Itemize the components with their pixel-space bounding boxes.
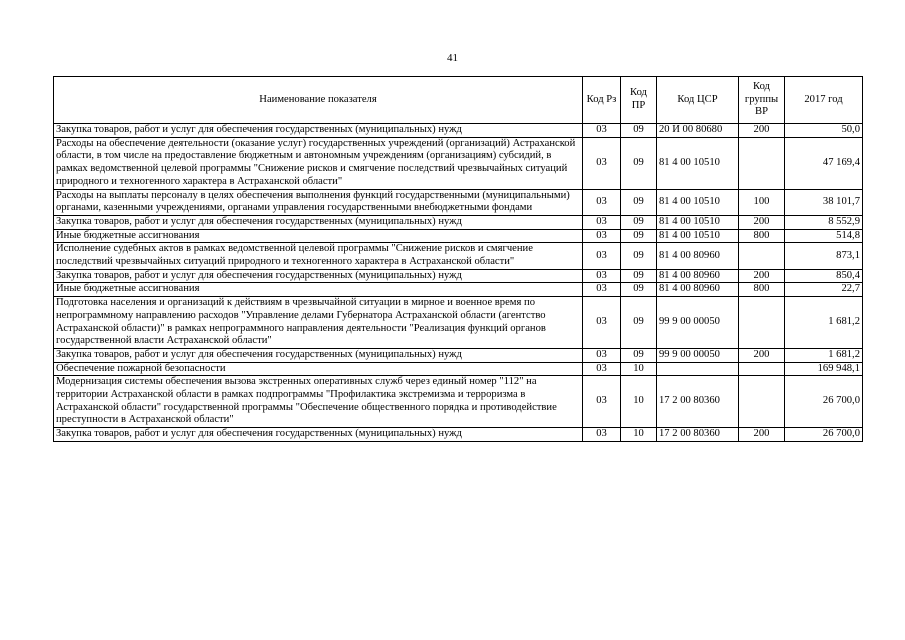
row-csr: 17 2 00 80360 xyxy=(657,428,739,442)
row-name: Закупка товаров, работ и услуг для обеспечения государственных (муниципальных) нужд xyxy=(54,215,583,229)
row-vr: 200 xyxy=(739,348,785,362)
row-name: Закупка товаров, работ и услуг для обеспечения государственных (муниципальных) нужд xyxy=(54,269,583,283)
row-vr xyxy=(739,137,785,189)
row-amount: 1 681,2 xyxy=(785,348,863,362)
budget-table xyxy=(53,76,863,442)
row-rz: 03 xyxy=(583,376,621,428)
header-pr: Код ПР xyxy=(621,77,657,124)
row-csr: 81 4 00 80960 xyxy=(657,269,739,283)
row-rz: 03 xyxy=(583,137,621,189)
table-header-row xyxy=(54,77,863,124)
row-pr: 09 xyxy=(621,243,657,269)
row-rz: 03 xyxy=(583,215,621,229)
row-pr: 09 xyxy=(621,229,657,243)
row-csr: 81 4 00 10510 xyxy=(657,229,739,243)
row-vr: 200 xyxy=(739,428,785,442)
row-csr: 99 9 00 00050 xyxy=(657,297,739,349)
row-amount: 50,0 xyxy=(785,124,863,138)
row-amount: 26 700,0 xyxy=(785,376,863,428)
row-amount: 169 948,1 xyxy=(785,362,863,376)
row-vr xyxy=(739,297,785,349)
header-year: 2017 год xyxy=(785,77,863,124)
row-name: Обеспечение пожарной безопасности xyxy=(54,362,583,376)
row-name: Иные бюджетные ассигнования xyxy=(54,283,583,297)
row-vr xyxy=(739,243,785,269)
row-name: Закупка товаров, работ и услуг для обеспечения государственных (муниципальных) нужд xyxy=(54,124,583,138)
row-amount: 22,7 xyxy=(785,283,863,297)
table-row xyxy=(54,348,863,362)
row-name: Закупка товаров, работ и услуг для обеспечения государственных (муниципальных) нужд xyxy=(54,428,583,442)
row-vr: 800 xyxy=(739,229,785,243)
row-name: Модернизация системы обеспечения вызова экстренных оперативных служб через единый номер "112" на территории Астраханской области в рамках подпрограммы "Профилактика экстремизма и терроризма в Астраханской области" государственной программы "Обеспечение общественного порядка и противодействие преступности в Астраханской области" xyxy=(54,376,583,428)
row-name: Иные бюджетные ассигнования xyxy=(54,229,583,243)
row-csr: 99 9 00 00050 xyxy=(657,348,739,362)
row-csr: 81 4 00 10510 xyxy=(657,215,739,229)
table-row xyxy=(54,376,863,428)
table-row xyxy=(54,137,863,189)
table-row xyxy=(54,297,863,349)
row-rz: 03 xyxy=(583,348,621,362)
row-csr: 17 2 00 80360 xyxy=(657,376,739,428)
row-name: Подготовка населения и организаций к действиям в чрезвычайной ситуации в мирное и военное время по непрограммному направлению расходов "Управление делами Губернатора Астраханской области (агентство Астраханской области)" в рамках непрограммного направления деятельности "Реализация функций органов государственной власти Астраханской области" xyxy=(54,297,583,349)
row-vr: 800 xyxy=(739,283,785,297)
row-vr: 200 xyxy=(739,124,785,138)
row-csr: 81 4 00 80960 xyxy=(657,283,739,297)
row-pr: 09 xyxy=(621,124,657,138)
row-pr: 09 xyxy=(621,189,657,215)
header-rz: Код Рз xyxy=(583,77,621,124)
row-amount: 8 552,9 xyxy=(785,215,863,229)
row-vr: 200 xyxy=(739,269,785,283)
row-pr: 09 xyxy=(621,215,657,229)
row-pr: 09 xyxy=(621,297,657,349)
row-amount: 47 169,4 xyxy=(785,137,863,189)
row-pr: 10 xyxy=(621,428,657,442)
row-name: Расходы на выплаты персоналу в целях обеспечения выполнения функций государственными (муниципальными) органами, казенными учреждениями, органами управления государственными внебюджетными фондами xyxy=(54,189,583,215)
row-rz: 03 xyxy=(583,269,621,283)
table-row xyxy=(54,243,863,269)
row-name: Расходы на обеспечение деятельности (оказание услуг) государственных учреждений (организаций) Астраханской области, в том числе на предоставление бюджетным и автономным учреждениям (организациям) субсидий, в рамках ведомственной целевой программы "Снижение рисков и смягчение последствий чрезвычайных ситуаций природного и техногенного характера в Астраханской области" xyxy=(54,137,583,189)
header-name: Наименование показателя xyxy=(54,77,583,124)
table-row xyxy=(54,362,863,376)
row-pr: 09 xyxy=(621,269,657,283)
row-vr xyxy=(739,376,785,428)
row-amount: 38 101,7 xyxy=(785,189,863,215)
row-amount: 873,1 xyxy=(785,243,863,269)
table-row xyxy=(54,428,863,442)
header-csr: Код ЦСР xyxy=(657,77,739,124)
row-amount: 514,8 xyxy=(785,229,863,243)
row-pr: 10 xyxy=(621,376,657,428)
table-row xyxy=(54,283,863,297)
row-amount: 26 700,0 xyxy=(785,428,863,442)
row-name: Исполнение судебных актов в рамках ведомственной целевой программы "Снижение рисков и смягчение последствий чрезвычайных ситуаций природного и техногенного характера в Астраханской области" xyxy=(54,243,583,269)
row-rz: 03 xyxy=(583,189,621,215)
row-rz: 03 xyxy=(583,229,621,243)
row-amount: 850,4 xyxy=(785,269,863,283)
row-csr: 81 4 00 80960 xyxy=(657,243,739,269)
table-row xyxy=(54,269,863,283)
row-rz: 03 xyxy=(583,283,621,297)
table-row xyxy=(54,215,863,229)
row-vr xyxy=(739,362,785,376)
row-name: Закупка товаров, работ и услуг для обеспечения государственных (муниципальных) нужд xyxy=(54,348,583,362)
table-row xyxy=(54,124,863,138)
header-vr: Код группы ВР xyxy=(739,77,785,124)
row-rz: 03 xyxy=(583,124,621,138)
table-row xyxy=(54,229,863,243)
row-rz: 03 xyxy=(583,297,621,349)
row-csr: 81 4 00 10510 xyxy=(657,189,739,215)
row-rz: 03 xyxy=(583,243,621,269)
row-csr xyxy=(657,362,739,376)
row-pr: 09 xyxy=(621,137,657,189)
row-csr: 20 И 00 80680 xyxy=(657,124,739,138)
row-pr: 10 xyxy=(621,362,657,376)
table-row xyxy=(54,189,863,215)
row-rz: 03 xyxy=(583,428,621,442)
row-csr: 81 4 00 10510 xyxy=(657,137,739,189)
row-vr: 100 xyxy=(739,189,785,215)
row-rz: 03 xyxy=(583,362,621,376)
row-amount: 1 681,2 xyxy=(785,297,863,349)
page-number: 41 xyxy=(447,52,458,64)
row-pr: 09 xyxy=(621,283,657,297)
row-vr: 200 xyxy=(739,215,785,229)
row-pr: 09 xyxy=(621,348,657,362)
